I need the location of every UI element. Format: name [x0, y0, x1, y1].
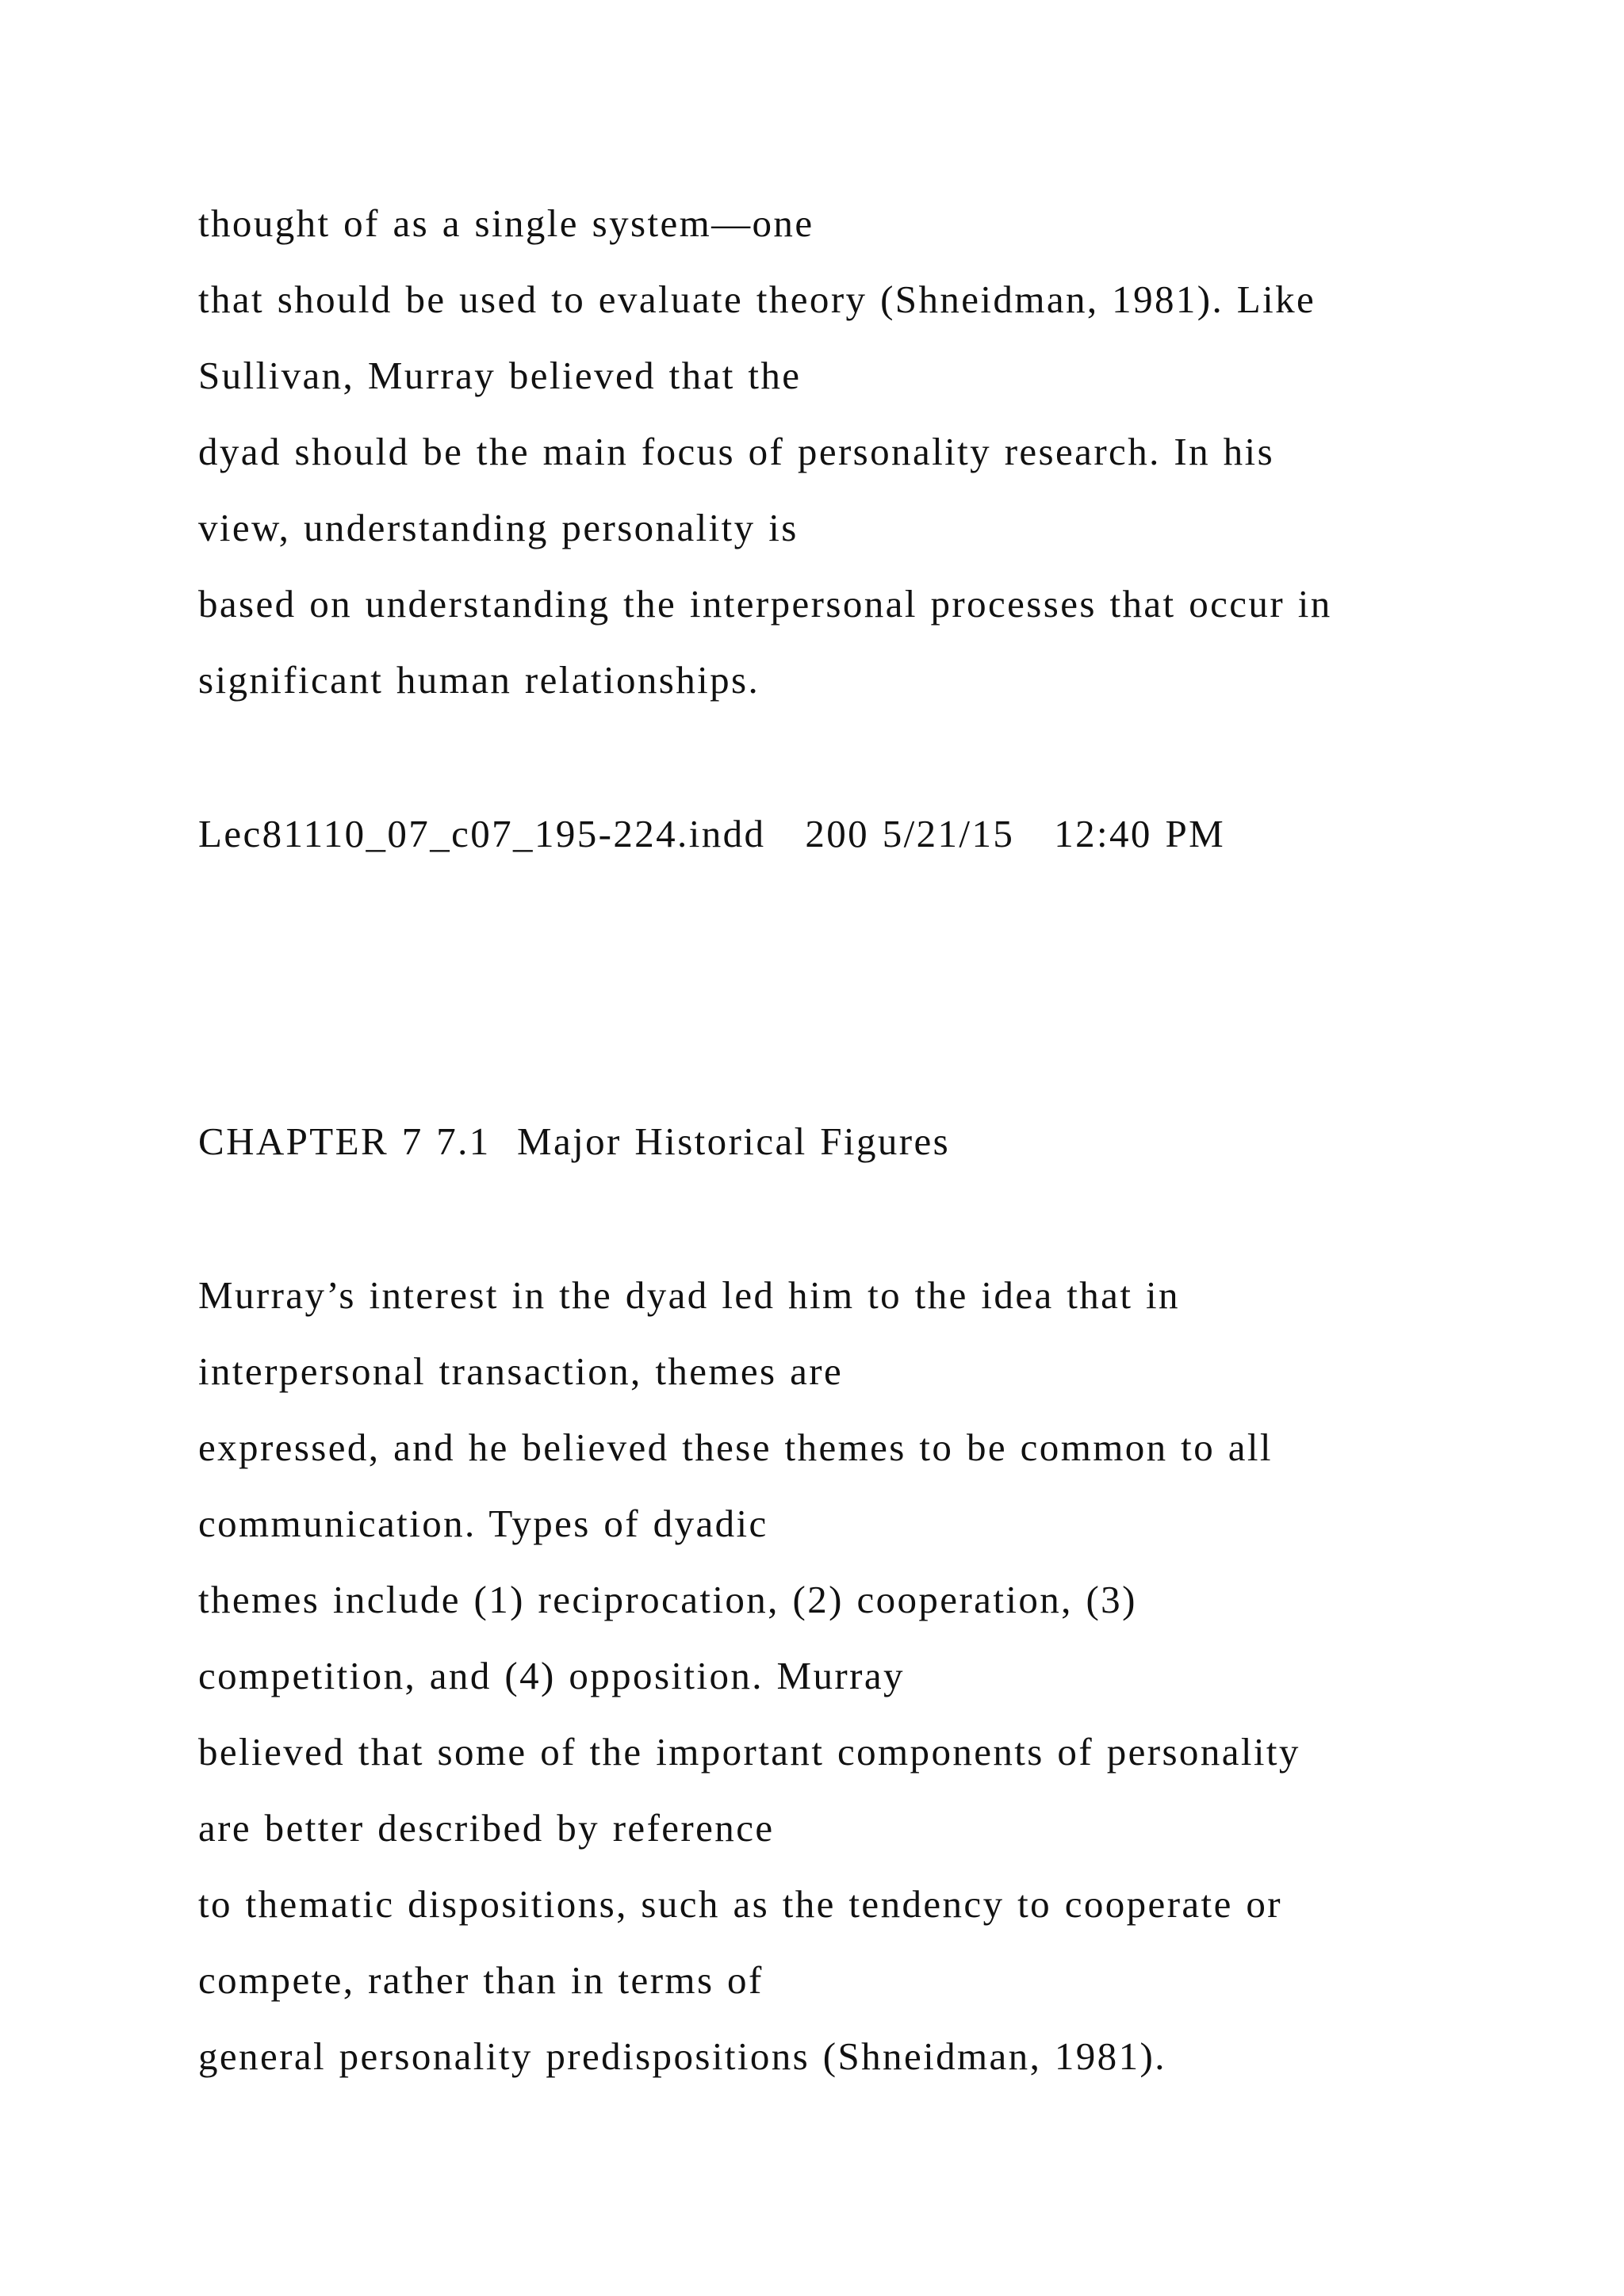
text-line: view, understanding personality is: [198, 506, 799, 549]
text-line: to thematic dispositions, such as the tendency to cooperate or: [198, 1882, 1282, 1926]
text-line: themes include (1) reciprocation, (2) cooperation, (3): [198, 1578, 1137, 1621]
text-line: dyad should be the main focus of personality research. In his: [198, 430, 1275, 473]
text-line: interpersonal transaction, themes are: [198, 1349, 844, 1393]
text-line: expressed, and he believed these themes to be common to all: [198, 1425, 1273, 1469]
text-line: are better described by reference: [198, 1806, 775, 1850]
text-line: compete, rather than in terms of: [198, 1958, 764, 2002]
text-line: Murray’s interest in the dyad led him to the idea that in: [198, 1273, 1180, 1317]
text-line: general personality predispositions (Shneidman, 1981).: [198, 2034, 1166, 2078]
text-line: thought of as a single system—one: [198, 201, 814, 245]
text-line: that should be used to evaluate theory (Shneidman, 1981). Like: [198, 277, 1316, 321]
text-line: communication. Types of dyadic: [198, 1502, 768, 1545]
text-line: based on understanding the interpersonal processes that occur in: [198, 582, 1332, 626]
text-line: believed that some of the important components of personality: [198, 1730, 1300, 1774]
text-line: competition, and (4) opposition. Murray: [198, 1654, 905, 1697]
file-footer: Lec81110_07_c07_195-224.indd 200 5/21/15 12:40 PM: [198, 812, 1226, 855]
chapter-header: CHAPTER 7 7.1 Major Historical Figures: [198, 1119, 951, 1163]
text-line: significant human relationships.: [198, 658, 760, 702]
text-line: Sullivan, Murray believed that the: [198, 354, 802, 397]
